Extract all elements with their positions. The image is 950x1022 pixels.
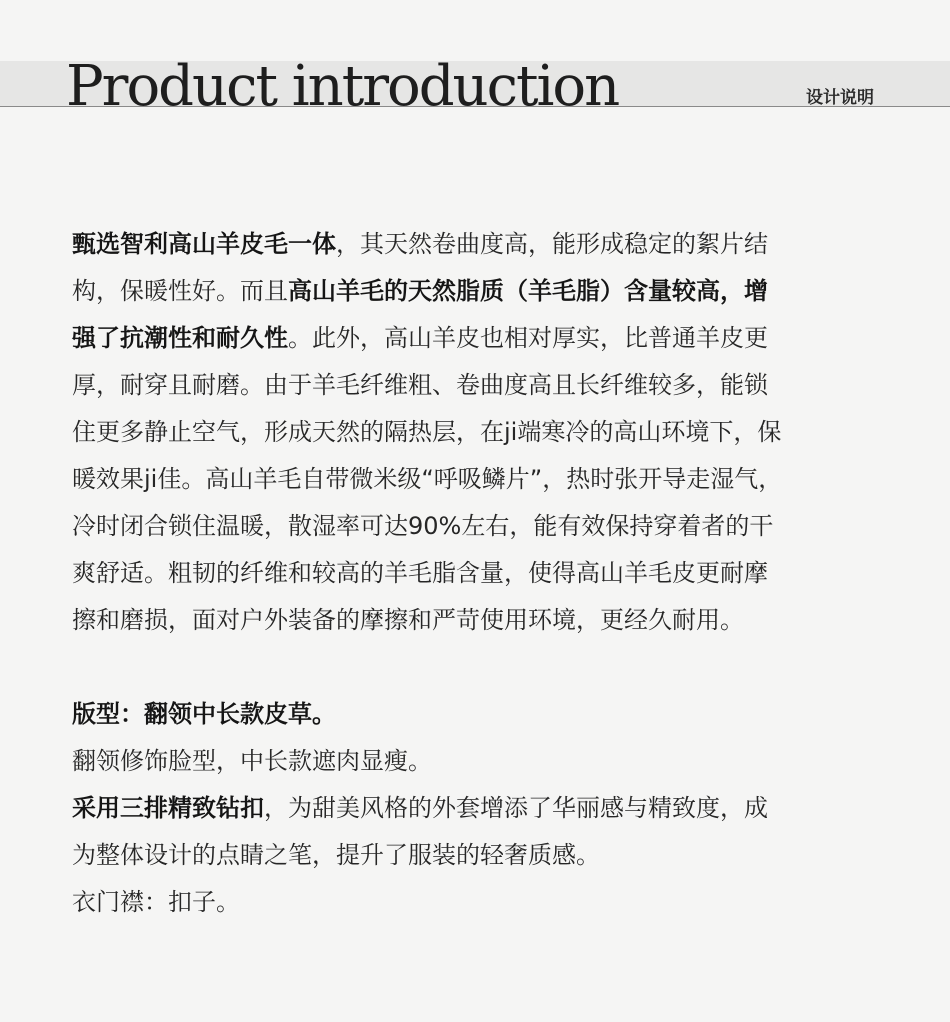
- text-line: [72, 315, 872, 362]
- text-line: [72, 832, 872, 879]
- text-line: [72, 268, 872, 315]
- text-run: 翻领修饰脸型，中长款遮肉显瘦。: [72, 747, 432, 775]
- text-line: [72, 738, 872, 785]
- design-paragraph: [72, 691, 872, 926]
- text-line: [72, 879, 872, 926]
- page-subtitle: 设计说明: [806, 88, 874, 108]
- text-line: [72, 597, 872, 644]
- text-run: 冷时闭合锁住温暖，散湿率可达90%左右，能有效保持穿着者的干: [72, 512, 774, 540]
- description-body: [72, 221, 872, 926]
- text-line: [72, 221, 872, 268]
- intro-paragraph: [72, 221, 872, 644]
- text-run: 擦和磨损，面对户外装备的摩擦和严苛使用环境，更经久耐用。: [72, 606, 744, 634]
- text-line: [72, 691, 872, 738]
- text-run: 住更多静止空气，形成天然的隔热层，在ji端寒冷的高山环境下，保: [72, 418, 782, 446]
- text-line: [72, 456, 872, 503]
- text-line: [72, 503, 872, 550]
- text-run: 。此外，高山羊皮也相对厚实，比普通羊皮更: [288, 324, 768, 352]
- text-run-bold: 甄选智利高山羊皮毛一体: [72, 230, 336, 258]
- text-run: ，其天然卷曲度高，能形成稳定的絮片结: [336, 230, 768, 258]
- text-line: [72, 362, 872, 409]
- text-line: [72, 550, 872, 597]
- text-line: [72, 409, 872, 456]
- text-run: 爽舒适。粗韧的纤维和较高的羊毛脂含量，使得高山羊毛皮更耐摩: [72, 559, 768, 587]
- text-run-bold: 高山羊毛的天然脂质（羊毛脂）含量较高，增: [288, 277, 768, 305]
- paragraph-gap: [72, 644, 872, 691]
- text-run: 构，保暖性好。而且: [72, 277, 288, 305]
- text-run: 暖效果ji佳。高山羊毛自带微米级“呼吸鳞片”，热时张开导走湿气，: [72, 465, 783, 493]
- text-run: 厚，耐穿且耐磨。由于羊毛纤维粗、卷曲度高且长纤维较多，能锁: [72, 371, 768, 399]
- text-line: [72, 785, 872, 832]
- text-run-bold: 强了抗潮性和耐久性: [72, 324, 288, 352]
- text-run: 为整体设计的点睛之笔，提升了服装的轻奢质感。: [72, 841, 600, 869]
- page-title: Product introduction: [66, 54, 619, 119]
- text-run-bold: 采用三排精致钻扣: [72, 794, 264, 822]
- text-run-bold: 版型：翻领中长款皮草。: [72, 700, 336, 728]
- text-run: ，为甜美风格的外套增添了华丽感与精致度，成: [264, 794, 768, 822]
- text-run: 衣门襟：扣子。: [72, 888, 240, 916]
